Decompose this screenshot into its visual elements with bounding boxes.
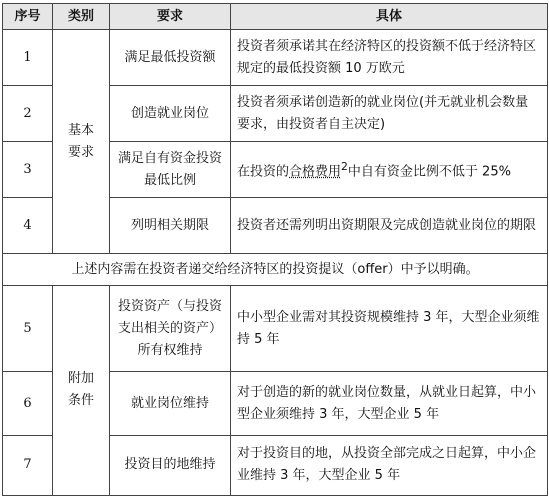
row-num: 1: [3, 30, 53, 86]
detail-text-before: 在投资的: [237, 164, 290, 180]
row-requirement: 满足最低投资额: [110, 30, 231, 86]
category-basic: 基本 要求: [53, 30, 110, 254]
row-requirement: 列明相关期限: [110, 198, 231, 254]
row-detail: 对于创造的新的就业岗位数量，从就业日起算，中小型企业须维持 3 年，大型企业 5 年: [231, 372, 548, 435]
row-detail: 投资者须承诺创造新的就业岗位(并无就业机会数量要求，由投资者自主决定): [231, 86, 548, 142]
row-num: 3: [3, 142, 53, 198]
row-num: 2: [3, 86, 53, 142]
row-detail: [231, 142, 548, 198]
row-detail: 投资者须承诺其在经济特区的投资额不低于经济特区规定的最低投资额 10 万欧元: [231, 30, 548, 86]
row-requirement: 满足自有资金投资最低比例: [110, 142, 231, 198]
header-row: [3, 4, 548, 30]
header-num: 序号: [3, 4, 53, 30]
row-detail: 对于投资目的地，从投资全部完成之日起算，中小企业维持 3 年，大型企业 5 年: [231, 435, 548, 495]
header-detail: 具体: [231, 4, 548, 30]
row-detail: 中小型企业需对其投资规模维持 3 年，大型企业须维持 5 年: [231, 285, 548, 372]
note-text: 上述内容需在投资者递交给经济特区的投资提议（offer）中予以明确。: [3, 254, 548, 286]
note-row: [3, 254, 548, 286]
requirements-table: [2, 3, 548, 496]
row-requirement: 投资目的地维持: [110, 435, 231, 495]
table-row: [3, 30, 548, 86]
row-num: 5: [3, 285, 53, 372]
row-detail: 投资者还需列明出资期限及完成创造就业岗位的期限: [231, 198, 548, 254]
footnote-marker: 2: [341, 160, 348, 174]
row-requirement: 创造就业岗位: [110, 86, 231, 142]
header-category: 类别: [53, 4, 110, 30]
detail-text-after: 中自有资金比例不低于 25%: [347, 164, 511, 180]
row-num: 7: [3, 435, 53, 495]
header-requirement: 要求: [110, 4, 231, 30]
row-num: 4: [3, 198, 53, 254]
table-row: [3, 285, 548, 372]
category-additional: 附加 条件: [53, 285, 110, 495]
row-num: 6: [3, 372, 53, 435]
qualified-costs-link[interactable]: 合格费用: [289, 164, 342, 180]
row-requirement: 就业岗位维持: [110, 372, 231, 435]
row-requirement: 投资资产（与投资支出相关的资产）所有权维持: [110, 285, 231, 372]
